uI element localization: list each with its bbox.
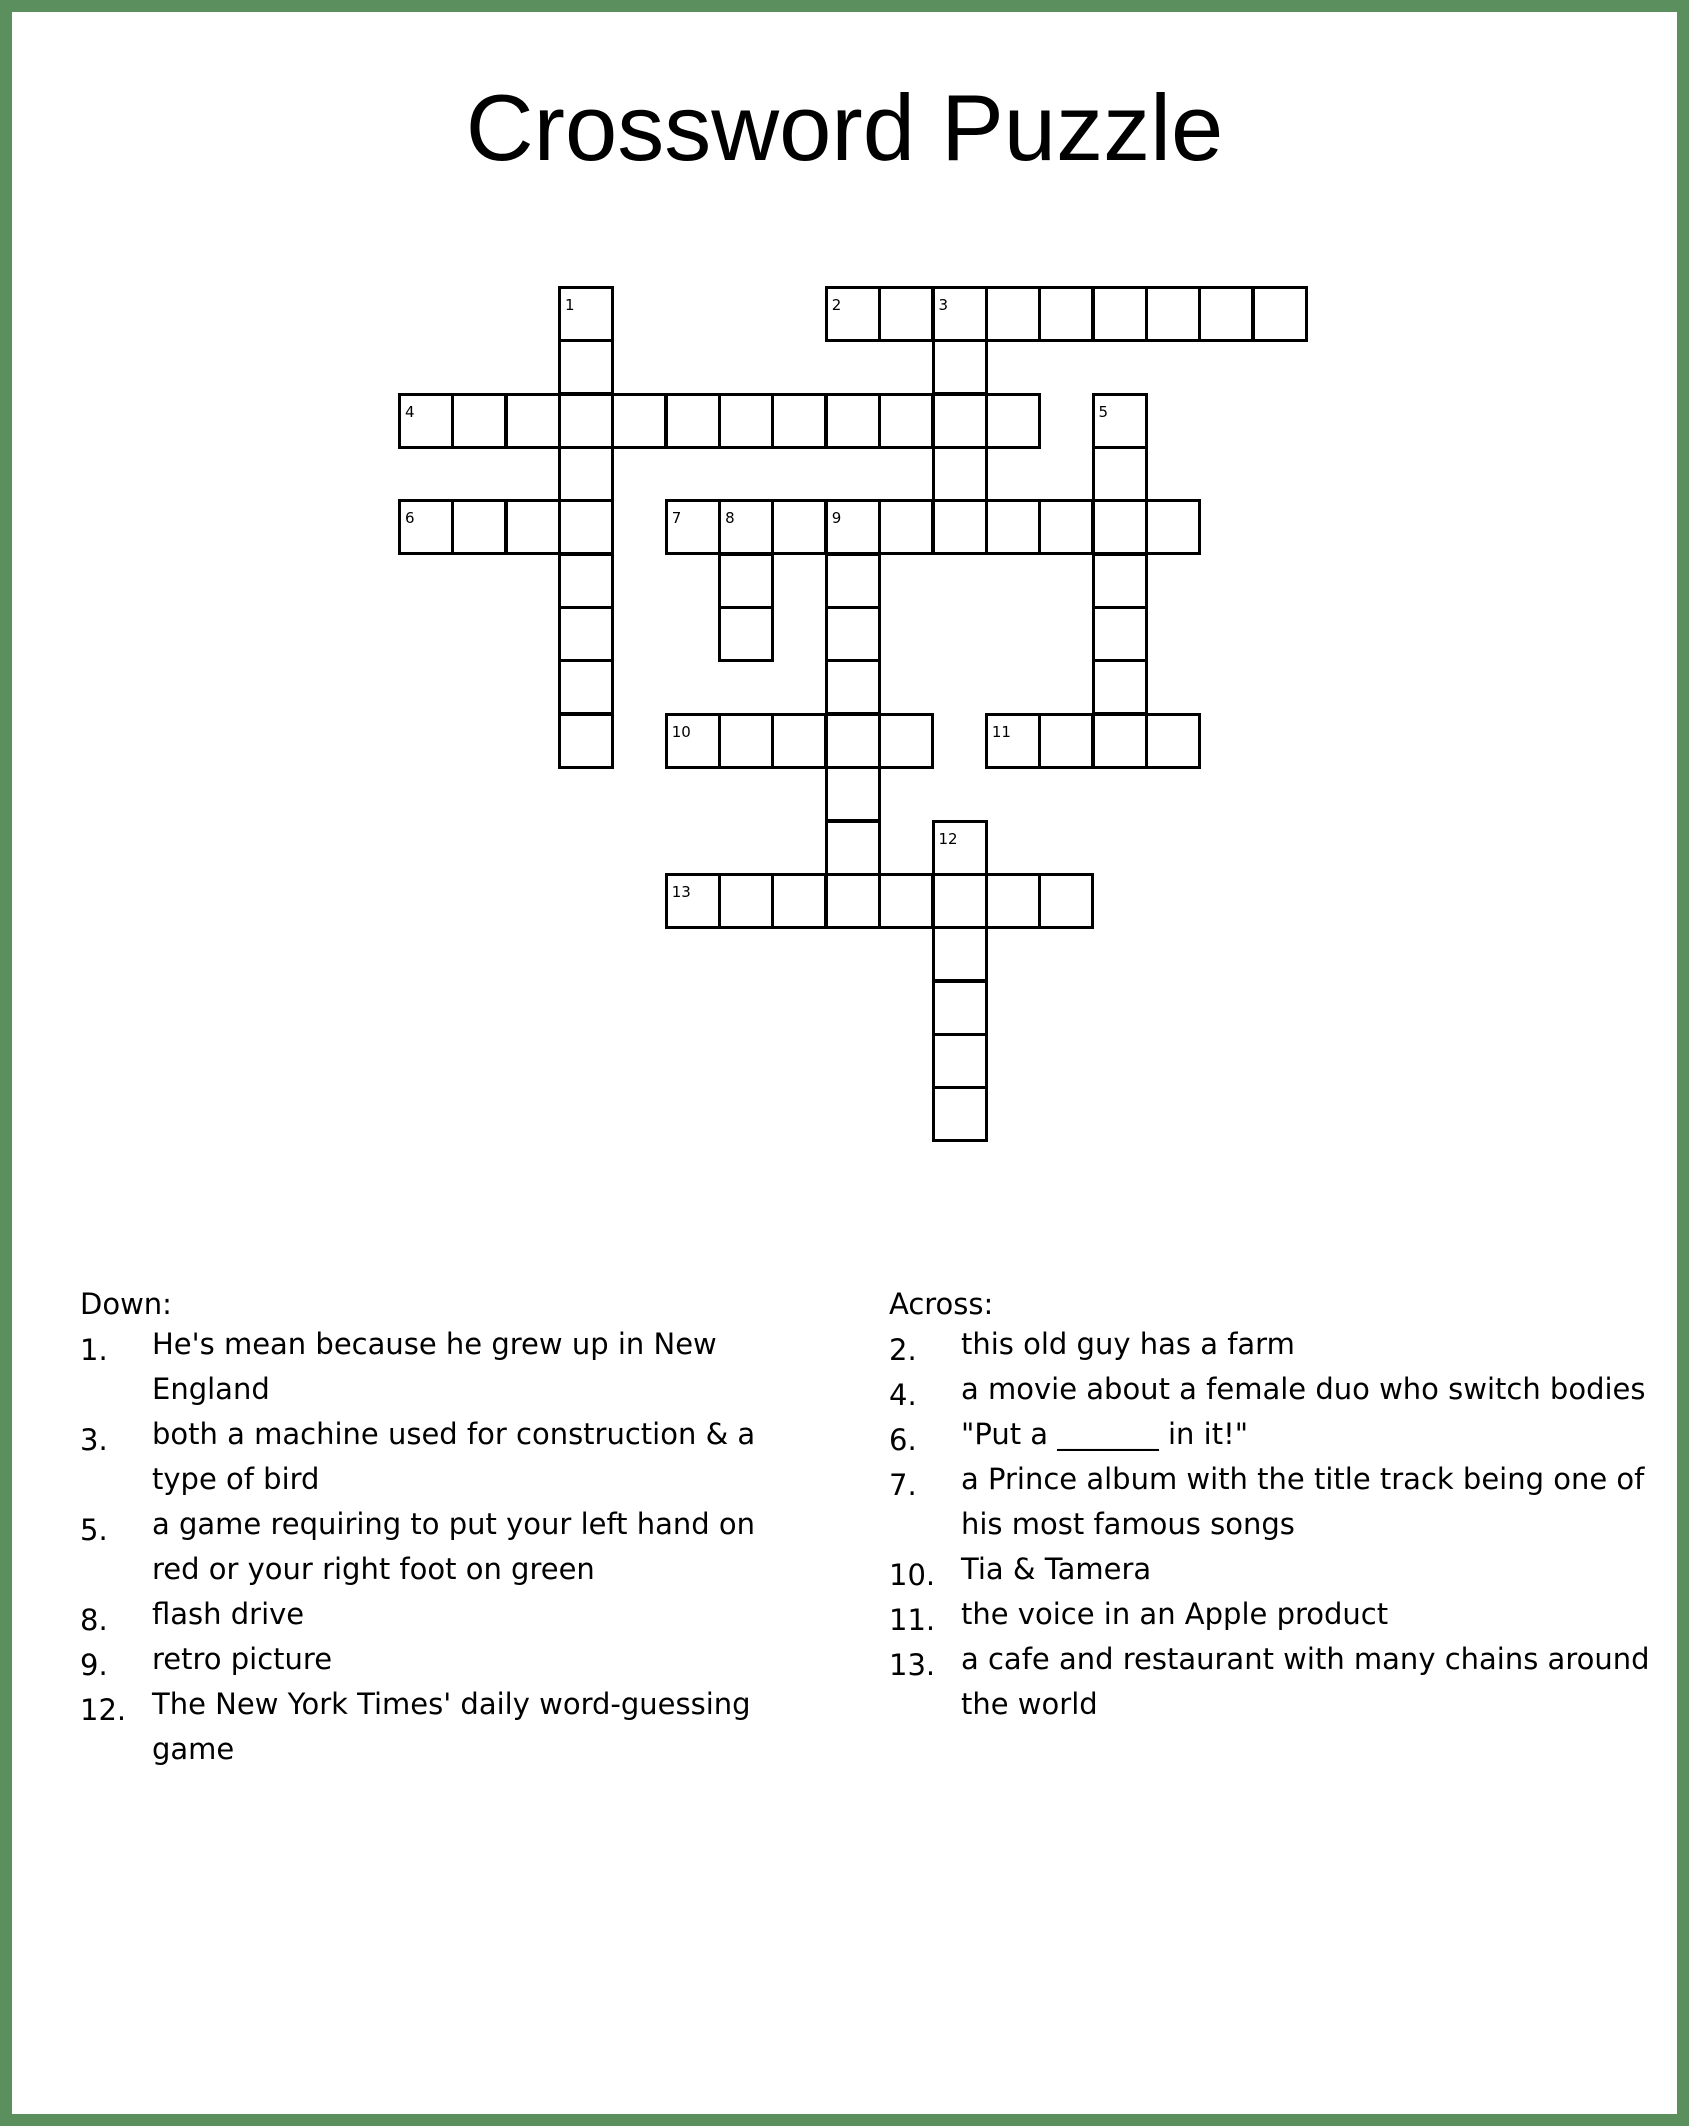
- grid-cell[interactable]: [878, 873, 934, 929]
- grid-cell[interactable]: [825, 766, 881, 822]
- puzzle-page: [12, 12, 1677, 2114]
- grid-cell[interactable]: [878, 713, 934, 769]
- clue-number: 4.: [889, 1378, 917, 1412]
- grid-cell[interactable]: [558, 606, 614, 662]
- grid-cell[interactable]: [451, 393, 507, 449]
- grid-cell[interactable]: [1198, 286, 1254, 342]
- clue-text: a cafe and restaurant with many chains around the world: [961, 1642, 1650, 1721]
- clue-text: this old guy has a farm: [961, 1327, 1295, 1361]
- cell-number: 10: [671, 722, 691, 741]
- across-clue: [889, 1592, 1659, 1637]
- grid-cell[interactable]: [665, 499, 721, 555]
- grid-cell[interactable]: [1038, 499, 1094, 555]
- cell-number: 12: [938, 829, 958, 848]
- clue-text: The New York Times' daily word-guessing game: [152, 1687, 751, 1766]
- clue-number: 3.: [80, 1423, 108, 1457]
- grid-cell[interactable]: [1092, 606, 1148, 662]
- grid-cell[interactable]: [718, 553, 774, 609]
- grid-cell[interactable]: [1038, 286, 1094, 342]
- page-title: Crossword Puzzle: [465, 75, 1224, 180]
- down-clue: [80, 1592, 800, 1637]
- cell-number: 8: [725, 509, 735, 528]
- grid-cell[interactable]: [825, 873, 881, 929]
- down-clues: [80, 1287, 800, 1772]
- grid-cell[interactable]: [558, 713, 614, 769]
- clue-text: a movie about a female duo who switch bodies: [961, 1372, 1646, 1406]
- grid-cell[interactable]: [398, 499, 454, 555]
- grid-cell[interactable]: [665, 393, 721, 449]
- grid-cell[interactable]: [985, 286, 1041, 342]
- cell-number: 13: [671, 882, 691, 901]
- grid-cell[interactable]: [985, 713, 1041, 769]
- grid-cell[interactable]: [558, 339, 614, 395]
- cell-number: 4: [405, 402, 415, 421]
- grid-cell[interactable]: [1092, 659, 1148, 715]
- across-heading: Across:: [889, 1287, 994, 1321]
- grid-cell[interactable]: [398, 393, 454, 449]
- grid-cell[interactable]: [505, 393, 561, 449]
- grid-cell[interactable]: [1145, 286, 1201, 342]
- grid-cell[interactable]: [1252, 286, 1308, 342]
- grid-cell[interactable]: [825, 393, 881, 449]
- grid-cell[interactable]: [558, 446, 614, 502]
- grid-cell[interactable]: [825, 286, 881, 342]
- clue-text: a game requiring to put your left hand on red or your right foot on green: [152, 1507, 756, 1586]
- grid-cell[interactable]: [932, 446, 988, 502]
- crossword-grid: [12, 12, 1677, 1182]
- clue-number: 7.: [889, 1468, 917, 1502]
- clue-number: 13.: [889, 1648, 936, 1682]
- grid-cell[interactable]: [932, 393, 988, 449]
- grid-cell[interactable]: [932, 499, 988, 555]
- grid-cell[interactable]: [558, 553, 614, 609]
- across-clue: [889, 1412, 1659, 1457]
- clue-number: 10.: [889, 1558, 936, 1592]
- grid-cell[interactable]: [665, 713, 721, 769]
- grid-cell[interactable]: [985, 873, 1041, 929]
- down-clue: [80, 1637, 800, 1682]
- grid-cell[interactable]: [718, 713, 774, 769]
- cell-number: 2: [831, 296, 842, 314]
- cell-number: 3: [938, 296, 949, 314]
- clue-text: the voice in an Apple product: [961, 1597, 1389, 1631]
- across-clues: [889, 1287, 1659, 1727]
- grid-cell[interactable]: [665, 873, 721, 929]
- grid-cell[interactable]: [1092, 446, 1148, 502]
- grid-cell[interactable]: [505, 499, 561, 555]
- grid-cell[interactable]: [1038, 713, 1094, 769]
- clue-number: 6.: [889, 1423, 917, 1457]
- clue-number: 8.: [80, 1603, 108, 1637]
- clue-text: both a machine used for construction & a type of bird: [152, 1417, 756, 1496]
- across-clue: [889, 1457, 1659, 1547]
- grid-cell[interactable]: [1092, 393, 1148, 449]
- clue-text: Tia & Tamera: [961, 1552, 1152, 1586]
- grid-cell[interactable]: [932, 1033, 988, 1089]
- grid-cell[interactable]: [878, 393, 934, 449]
- grid-cell[interactable]: [1145, 499, 1201, 555]
- cell-number: 5: [1098, 402, 1109, 421]
- grid-cell[interactable]: [558, 393, 614, 449]
- grid-cell[interactable]: [932, 339, 988, 395]
- grid-cell[interactable]: [558, 286, 614, 342]
- grid-cell[interactable]: [932, 926, 988, 982]
- grid-cell[interactable]: [825, 713, 881, 769]
- grid-cell[interactable]: [1145, 713, 1201, 769]
- grid-cell[interactable]: [718, 873, 774, 929]
- clue-text: "Put a _______ in it!": [961, 1417, 1249, 1451]
- grid-cell[interactable]: [1092, 499, 1148, 555]
- clue-text: He's mean because he grew up in New England: [152, 1327, 717, 1406]
- grid-cell[interactable]: [932, 1086, 988, 1142]
- grid-cell[interactable]: [718, 606, 774, 662]
- grid-cell[interactable]: [932, 873, 988, 929]
- grid-cell[interactable]: [1092, 553, 1148, 609]
- clue-number: 9.: [80, 1648, 108, 1682]
- across-clue: [889, 1322, 1659, 1367]
- grid-cell[interactable]: [771, 873, 827, 929]
- clue-number: 1.: [80, 1333, 108, 1367]
- grid-cell[interactable]: [825, 499, 881, 555]
- grid-cell[interactable]: [985, 393, 1041, 449]
- cell-number: 1: [565, 296, 575, 314]
- clue-text: retro picture: [152, 1642, 333, 1676]
- down-clue: [80, 1682, 800, 1772]
- across-clue: [889, 1637, 1659, 1727]
- cell-number: 6: [405, 509, 415, 528]
- grid-cell[interactable]: [558, 659, 614, 715]
- grid-cell[interactable]: [825, 606, 881, 662]
- clue-number: 11.: [889, 1603, 936, 1637]
- grid-cell[interactable]: [451, 499, 507, 555]
- cell-number: 11: [991, 722, 1011, 741]
- grid-cell[interactable]: [611, 393, 667, 449]
- clue-number: 5.: [80, 1513, 108, 1547]
- grid-cell[interactable]: [1092, 713, 1148, 769]
- grid-cell[interactable]: [771, 393, 827, 449]
- grid-cell[interactable]: [825, 659, 881, 715]
- down-heading: Down:: [80, 1287, 172, 1321]
- cell-number: 9: [831, 509, 842, 528]
- grid-cell[interactable]: [718, 393, 774, 449]
- grid-cell[interactable]: [932, 980, 988, 1036]
- across-clue: [889, 1367, 1659, 1412]
- down-clue: [80, 1502, 800, 1592]
- clue-number: 12.: [80, 1693, 127, 1727]
- grid-cell[interactable]: [932, 286, 988, 342]
- grid-cell[interactable]: [985, 499, 1041, 555]
- clue-text: flash drive: [152, 1597, 305, 1631]
- clue-text: a Prince album with the title track being one of his most famous songs: [961, 1462, 1645, 1541]
- grid-cell[interactable]: [771, 499, 827, 555]
- grid-cell[interactable]: [878, 286, 934, 342]
- cell-number: 7: [671, 509, 682, 528]
- grid-cell[interactable]: [718, 499, 774, 555]
- clue-number: 2.: [889, 1333, 917, 1367]
- grid-cell[interactable]: [825, 553, 881, 609]
- grid-cell[interactable]: [825, 820, 881, 876]
- grid-cell[interactable]: [878, 499, 934, 555]
- down-clue: [80, 1322, 800, 1412]
- grid-cell[interactable]: [1092, 286, 1148, 342]
- grid-cell[interactable]: [771, 713, 827, 769]
- grid-cell[interactable]: [558, 499, 614, 555]
- grid-cell[interactable]: [1038, 873, 1094, 929]
- across-clue: [889, 1547, 1659, 1592]
- grid-cell[interactable]: [932, 820, 988, 876]
- down-clue: [80, 1412, 800, 1502]
